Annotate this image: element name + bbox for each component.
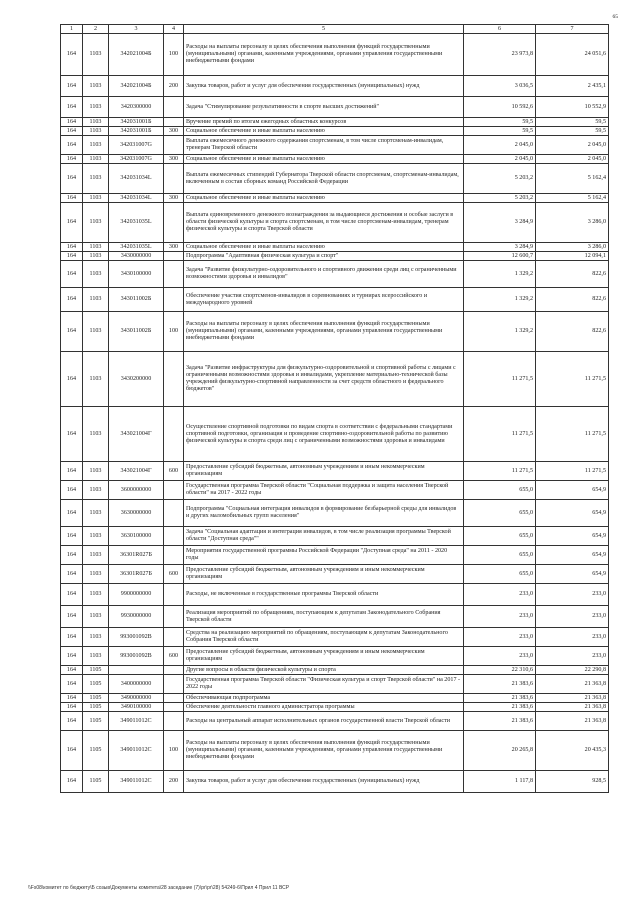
amount-year-2-cell: 5 162,4 bbox=[536, 194, 609, 203]
section-code-cell: 1103 bbox=[83, 118, 109, 127]
table-row bbox=[61, 312, 609, 352]
target-article-code-cell: 342031035L bbox=[109, 243, 164, 252]
ministry-code-cell: 164 bbox=[61, 584, 83, 606]
expense-type-code-cell bbox=[164, 481, 184, 500]
target-article-code-cell: 9900000000 bbox=[109, 584, 164, 606]
expense-type-code-cell: 100 bbox=[164, 731, 184, 771]
item-name-cell: Социальное обеспечение и иные выплаты населению bbox=[184, 155, 464, 164]
amount-year-2-cell: 233,0 bbox=[536, 606, 609, 628]
amount-year-2-cell: 11 271,5 bbox=[536, 407, 609, 462]
amount-year-1-cell: 12 600,7 bbox=[464, 252, 536, 261]
section-code-cell: 1103 bbox=[83, 243, 109, 252]
target-article-code-cell: 993001092В bbox=[109, 628, 164, 647]
target-article-code-cell: 3490100000 bbox=[109, 703, 164, 712]
ministry-code-cell: 164 bbox=[61, 155, 83, 164]
amount-year-2-cell: 822,6 bbox=[536, 312, 609, 352]
amount-year-1-cell: 1 117,8 bbox=[464, 771, 536, 793]
section-code-cell: 1103 bbox=[83, 546, 109, 565]
expense-type-code-cell bbox=[164, 712, 184, 731]
item-name-cell: Задача "Развитие инфраструктуры для физкультурно-оздоровительной и спортивной работы с лицами с ограниченными возможностями здоровья и инвалидами, укрепление материально-технической базы учреждений физкультурно-спортивной направленности за счет средств областного и федерального бюджетов" bbox=[184, 352, 464, 407]
amount-year-2-cell: 59,5 bbox=[536, 127, 609, 136]
table-row bbox=[61, 628, 609, 647]
table-row bbox=[61, 76, 609, 97]
item-name-cell: Задача "Социальная адаптация и интеграция инвалидов, в том числе реализация программы Тверской области "Доступная среда"" bbox=[184, 527, 464, 546]
item-name-cell: Мероприятия государственной программы Российской Федерации "Доступная среда" на 2011 - 2020 годы bbox=[184, 546, 464, 565]
target-article-code-cell: 349011012С bbox=[109, 731, 164, 771]
section-code-cell: 1103 bbox=[83, 352, 109, 407]
section-code-cell: 1105 bbox=[83, 771, 109, 793]
target-article-code-cell: 3600000000 bbox=[109, 481, 164, 500]
section-code-cell: 1103 bbox=[83, 261, 109, 288]
ministry-code-cell: 164 bbox=[61, 118, 83, 127]
column-number-1: 1 bbox=[61, 25, 83, 34]
table-row bbox=[61, 584, 609, 606]
item-name-cell: Подпрограмма "Адаптивная физическая культура и спорт" bbox=[184, 252, 464, 261]
table-row bbox=[61, 407, 609, 462]
ministry-code-cell: 164 bbox=[61, 481, 83, 500]
expense-type-code-cell: 100 bbox=[164, 312, 184, 352]
amount-year-1-cell: 22 310,6 bbox=[464, 666, 536, 675]
ministry-code-cell: 164 bbox=[61, 647, 83, 666]
amount-year-1-cell: 655,0 bbox=[464, 500, 536, 527]
section-code-cell: 1103 bbox=[83, 288, 109, 312]
ministry-code-cell: 164 bbox=[61, 407, 83, 462]
ministry-code-cell: 164 bbox=[61, 288, 83, 312]
table-row bbox=[61, 243, 609, 252]
expense-type-code-cell: 300 bbox=[164, 155, 184, 164]
ministry-code-cell: 164 bbox=[61, 606, 83, 628]
amount-year-2-cell: 24 051,6 bbox=[536, 34, 609, 76]
column-number-2: 2 bbox=[83, 25, 109, 34]
amount-year-1-cell: 1 329,2 bbox=[464, 261, 536, 288]
table-row bbox=[61, 647, 609, 666]
item-name-cell: Расходы на выплаты персоналу в целях обеспечения выполнения функций государственными (муниципальными) органами, казенными учреждениями, органами управления государственными внебюджетными фондами bbox=[184, 312, 464, 352]
amount-year-1-cell: 59,5 bbox=[464, 127, 536, 136]
amount-year-1-cell: 2 045,0 bbox=[464, 136, 536, 155]
amount-year-2-cell: 654,9 bbox=[536, 481, 609, 500]
amount-year-2-cell: 3 286,0 bbox=[536, 243, 609, 252]
target-article-code-cell: 3430100000 bbox=[109, 261, 164, 288]
amount-year-2-cell: 3 286,0 bbox=[536, 203, 609, 243]
ministry-code-cell: 164 bbox=[61, 694, 83, 703]
expense-type-code-cell bbox=[164, 666, 184, 675]
amount-year-2-cell: 22 290,8 bbox=[536, 666, 609, 675]
amount-year-1-cell: 233,0 bbox=[464, 647, 536, 666]
item-name-cell: Другие вопросы в области физической культуры и спорта bbox=[184, 666, 464, 675]
section-code-cell: 1103 bbox=[83, 584, 109, 606]
section-code-cell: 1103 bbox=[83, 481, 109, 500]
section-code-cell: 1103 bbox=[83, 628, 109, 647]
expense-type-code-cell bbox=[164, 628, 184, 647]
amount-year-1-cell: 11 271,5 bbox=[464, 407, 536, 462]
expense-type-code-cell bbox=[164, 694, 184, 703]
amount-year-2-cell: 2 045,0 bbox=[536, 136, 609, 155]
section-code-cell: 1103 bbox=[83, 76, 109, 97]
amount-year-2-cell: 20 435,3 bbox=[536, 731, 609, 771]
target-article-code-cell: 9930000000 bbox=[109, 606, 164, 628]
section-code-cell: 1103 bbox=[83, 312, 109, 352]
amount-year-2-cell: 5 162,4 bbox=[536, 164, 609, 194]
expense-type-code-cell bbox=[164, 97, 184, 118]
target-article-code-cell: 36301R027Б bbox=[109, 546, 164, 565]
table-row bbox=[61, 288, 609, 312]
amount-year-1-cell: 21 383,6 bbox=[464, 712, 536, 731]
target-article-code-cell: 343011002Б bbox=[109, 288, 164, 312]
amount-year-1-cell: 1 329,2 bbox=[464, 288, 536, 312]
item-name-cell: Средства на реализацию мероприятий по обращениям, поступающим к депутатам Законодательного Собрания Тверской области bbox=[184, 628, 464, 647]
ministry-code-cell: 164 bbox=[61, 261, 83, 288]
amount-year-1-cell: 3 284,9 bbox=[464, 243, 536, 252]
expense-type-code-cell: 600 bbox=[164, 565, 184, 584]
table-row bbox=[61, 127, 609, 136]
expense-type-code-cell bbox=[164, 136, 184, 155]
amount-year-1-cell: 2 045,0 bbox=[464, 155, 536, 164]
table-row bbox=[61, 164, 609, 194]
ministry-code-cell: 164 bbox=[61, 565, 83, 584]
item-name-cell: Социальное обеспечение и иные выплаты населению bbox=[184, 127, 464, 136]
amount-year-1-cell: 1 329,2 bbox=[464, 312, 536, 352]
expense-type-code-cell bbox=[164, 164, 184, 194]
amount-year-2-cell: 10 552,9 bbox=[536, 97, 609, 118]
section-code-cell: 1105 bbox=[83, 666, 109, 675]
table-row bbox=[61, 481, 609, 500]
expense-type-code-cell bbox=[164, 527, 184, 546]
expense-type-code-cell bbox=[164, 203, 184, 243]
target-article-code-cell: 342031001Б bbox=[109, 118, 164, 127]
item-name-cell: Предоставление субсидий бюджетным, автономным учреждениям и иным некоммерческим организациям bbox=[184, 565, 464, 584]
amount-year-1-cell: 5 203,2 bbox=[464, 194, 536, 203]
ministry-code-cell: 164 bbox=[61, 76, 83, 97]
amount-year-2-cell: 654,9 bbox=[536, 500, 609, 527]
table-row bbox=[61, 712, 609, 731]
page-number: 65 bbox=[612, 14, 618, 20]
expense-type-code-cell bbox=[164, 606, 184, 628]
amount-year-1-cell: 11 271,5 bbox=[464, 352, 536, 407]
table-row bbox=[61, 136, 609, 155]
ministry-code-cell: 164 bbox=[61, 703, 83, 712]
table-row bbox=[61, 703, 609, 712]
item-name-cell: Предоставление субсидий бюджетным, автономным учреждениям и иным некоммерческим организациям bbox=[184, 462, 464, 481]
target-article-code-cell: 3630100000 bbox=[109, 527, 164, 546]
item-name-cell: Предоставление субсидий бюджетным, автономным учреждениям и иным некоммерческим организациям bbox=[184, 647, 464, 666]
amount-year-1-cell: 233,0 bbox=[464, 606, 536, 628]
amount-year-1-cell: 233,0 bbox=[464, 628, 536, 647]
section-code-cell: 1103 bbox=[83, 127, 109, 136]
expense-type-code-cell: 600 bbox=[164, 462, 184, 481]
section-code-cell: 1103 bbox=[83, 164, 109, 194]
amount-year-1-cell: 655,0 bbox=[464, 546, 536, 565]
table-row bbox=[61, 462, 609, 481]
target-article-code-cell: 3630000000 bbox=[109, 500, 164, 527]
amount-year-2-cell: 654,9 bbox=[536, 565, 609, 584]
ministry-code-cell: 164 bbox=[61, 34, 83, 76]
table-row bbox=[61, 666, 609, 675]
file-path-footer: \\Fs08\комитет по бюджету\Б созыв\Документы комитета\28 заседание (7)\pr\pr\28) 54249-6\Прил 4 Прил 11 ВСР bbox=[28, 885, 290, 891]
section-code-cell: 1103 bbox=[83, 565, 109, 584]
ministry-code-cell: 164 bbox=[61, 97, 83, 118]
amount-year-2-cell: 21 363,8 bbox=[536, 694, 609, 703]
amount-year-1-cell: 21 383,6 bbox=[464, 703, 536, 712]
ministry-code-cell: 164 bbox=[61, 712, 83, 731]
ministry-code-cell: 164 bbox=[61, 312, 83, 352]
expense-type-code-cell bbox=[164, 584, 184, 606]
table-row bbox=[61, 203, 609, 243]
item-name-cell: Расходы, не включенные в государственные программы Тверской области bbox=[184, 584, 464, 606]
amount-year-2-cell: 822,6 bbox=[536, 288, 609, 312]
section-code-cell: 1103 bbox=[83, 34, 109, 76]
target-article-code-cell: 343011002Б bbox=[109, 312, 164, 352]
ministry-code-cell: 164 bbox=[61, 731, 83, 771]
ministry-code-cell: 164 bbox=[61, 203, 83, 243]
ministry-code-cell: 164 bbox=[61, 628, 83, 647]
target-article-code-cell: 349011012С bbox=[109, 712, 164, 731]
target-article-code-cell: 3430000000 bbox=[109, 252, 164, 261]
section-code-cell: 1105 bbox=[83, 703, 109, 712]
amount-year-2-cell: 21 363,8 bbox=[536, 712, 609, 731]
ministry-code-cell: 164 bbox=[61, 243, 83, 252]
ministry-code-cell: 164 bbox=[61, 136, 83, 155]
item-name-cell: Реализация мероприятий по обращениям, поступающим к депутатам Законодательного Собрания Тверской области bbox=[184, 606, 464, 628]
table-row bbox=[61, 731, 609, 771]
ministry-code-cell: 164 bbox=[61, 462, 83, 481]
budget-table bbox=[60, 24, 609, 793]
amount-year-2-cell: 233,0 bbox=[536, 628, 609, 647]
expense-type-code-cell: 300 bbox=[164, 194, 184, 203]
item-name-cell: Обеспечивающая подпрограмма bbox=[184, 694, 464, 703]
section-code-cell: 1103 bbox=[83, 203, 109, 243]
amount-year-1-cell: 233,0 bbox=[464, 584, 536, 606]
table-row bbox=[61, 546, 609, 565]
item-name-cell: Выплата ежемесячного денежного содержания спортсменам, в том числе спортсменам-инвалидам, тренерам Тверской области bbox=[184, 136, 464, 155]
amount-year-1-cell: 655,0 bbox=[464, 481, 536, 500]
target-article-code-cell: 3400000000 bbox=[109, 675, 164, 694]
expense-type-code-cell bbox=[164, 118, 184, 127]
ministry-code-cell: 164 bbox=[61, 164, 83, 194]
item-name-cell: Задача "Развитие физкультурно-оздоровительного и спортивного движения среди лиц с ограниченными возможностями здоровья и инвалидов" bbox=[184, 261, 464, 288]
target-article-code-cell: 342021004Б bbox=[109, 34, 164, 76]
target-article-code-cell: 349011012С bbox=[109, 771, 164, 793]
table-row bbox=[61, 97, 609, 118]
item-name-cell: Расходы на выплаты персоналу в целях обеспечения выполнения функций государственными (муниципальными) органами, казенными учреждениями, органами управления государственными внебюджетными фондами bbox=[184, 34, 464, 76]
expense-type-code-cell bbox=[164, 252, 184, 261]
target-article-code-cell: 342031007G bbox=[109, 155, 164, 164]
section-code-cell: 1105 bbox=[83, 675, 109, 694]
table-row bbox=[61, 500, 609, 527]
item-name-cell: Обеспечение участия спортсменов-инвалидов в соревнованиях и турнирах всероссийского и международного уровней bbox=[184, 288, 464, 312]
ministry-code-cell: 164 bbox=[61, 500, 83, 527]
item-name-cell: Государственная программа Тверской области "Физическая культура и спорт Тверской области" на 2017 - 2022 годы bbox=[184, 675, 464, 694]
amount-year-1-cell: 5 203,2 bbox=[464, 164, 536, 194]
target-article-code-cell bbox=[109, 666, 164, 675]
amount-year-1-cell: 3 284,9 bbox=[464, 203, 536, 243]
amount-year-1-cell: 3 036,5 bbox=[464, 76, 536, 97]
ministry-code-cell: 164 bbox=[61, 527, 83, 546]
section-code-cell: 1103 bbox=[83, 647, 109, 666]
ministry-code-cell: 164 bbox=[61, 675, 83, 694]
expense-type-code-cell: 600 bbox=[164, 647, 184, 666]
amount-year-2-cell: 12 094,1 bbox=[536, 252, 609, 261]
ministry-code-cell: 164 bbox=[61, 771, 83, 793]
item-name-cell: Расходы на выплаты персоналу в целях обеспечения выполнения функций государственными (муниципальными) органами, казенными учреждениями, органами управления государственными внебюджетными фондами bbox=[184, 731, 464, 771]
amount-year-2-cell: 2 045,0 bbox=[536, 155, 609, 164]
target-article-code-cell: 993001092В bbox=[109, 647, 164, 666]
amount-year-2-cell: 21 363,8 bbox=[536, 675, 609, 694]
item-name-cell: Государственная программа Тверской области "Социальная поддержка и защита населения Тверской области" на 2017 - 2022 годы bbox=[184, 481, 464, 500]
item-name-cell: Обеспечение деятельности главного администратора программы bbox=[184, 703, 464, 712]
amount-year-2-cell: 11 271,5 bbox=[536, 352, 609, 407]
section-code-cell: 1103 bbox=[83, 136, 109, 155]
target-article-code-cell: 342031001Б bbox=[109, 127, 164, 136]
table-row bbox=[61, 194, 609, 203]
table-row bbox=[61, 352, 609, 407]
section-code-cell: 1103 bbox=[83, 500, 109, 527]
section-code-cell: 1103 bbox=[83, 97, 109, 118]
table-row bbox=[61, 527, 609, 546]
target-article-code-cell: 36301R027Б bbox=[109, 565, 164, 584]
item-name-cell: Закупка товаров, работ и услуг для обеспечения государственных (муниципальных) нужд bbox=[184, 771, 464, 793]
item-name-cell: Подпрограмма "Социальная интеграция инвалидов в формирование безбарьерной среды для инвалидов и других маломобильных групп населения" bbox=[184, 500, 464, 527]
table-row bbox=[61, 261, 609, 288]
ministry-code-cell: 164 bbox=[61, 546, 83, 565]
amount-year-1-cell: 23 973,8 bbox=[464, 34, 536, 76]
amount-year-2-cell: 233,0 bbox=[536, 647, 609, 666]
expense-type-code-cell bbox=[164, 352, 184, 407]
item-name-cell: Расходы на центральный аппарат исполнительных органов государственной власти Тверской области bbox=[184, 712, 464, 731]
amount-year-1-cell: 655,0 bbox=[464, 527, 536, 546]
amount-year-2-cell: 2 435,1 bbox=[536, 76, 609, 97]
item-name-cell: Осуществление спортивной подготовки по видам спорта в соответствии с федеральными стандартами спортивной подготовки, организация и проведение спортивно-оздоровительной работы по развитию физической культуры и спорта среди лиц с ограниченными возможностями здоровья и инвалидами bbox=[184, 407, 464, 462]
section-code-cell: 1105 bbox=[83, 731, 109, 771]
expense-type-code-cell: 200 bbox=[164, 76, 184, 97]
ministry-code-cell: 164 bbox=[61, 194, 83, 203]
item-name-cell: Выплата единовременного денежного вознаграждения за выдающиеся достижения и особые заслуги в области физической культуры и спорта спортсменам, в том числе спортсменам-инвалидам, тренерам физической культуры и спорта Тверской области bbox=[184, 203, 464, 243]
amount-year-1-cell: 21 383,6 bbox=[464, 694, 536, 703]
column-number-3: 3 bbox=[109, 25, 164, 34]
target-article-code-cell: 3430200000 bbox=[109, 352, 164, 407]
amount-year-2-cell: 654,9 bbox=[536, 527, 609, 546]
amount-year-1-cell: 20 265,8 bbox=[464, 731, 536, 771]
ministry-code-cell: 164 bbox=[61, 352, 83, 407]
expense-type-code-cell bbox=[164, 500, 184, 527]
target-article-code-cell: 343021004Г bbox=[109, 462, 164, 481]
target-article-code-cell: 3420300000 bbox=[109, 97, 164, 118]
amount-year-2-cell: 654,9 bbox=[536, 546, 609, 565]
expense-type-code-cell: 100 bbox=[164, 34, 184, 76]
section-code-cell: 1103 bbox=[83, 407, 109, 462]
section-code-cell: 1105 bbox=[83, 712, 109, 731]
expense-type-code-cell bbox=[164, 407, 184, 462]
expense-type-code-cell bbox=[164, 288, 184, 312]
expense-type-code-cell: 200 bbox=[164, 771, 184, 793]
table-row bbox=[61, 252, 609, 261]
item-name-cell: Закупка товаров, работ и услуг для обеспечения государственных (муниципальных) нужд bbox=[184, 76, 464, 97]
amount-year-2-cell: 11 271,5 bbox=[536, 462, 609, 481]
expense-type-code-cell: 300 bbox=[164, 127, 184, 136]
amount-year-2-cell: 928,5 bbox=[536, 771, 609, 793]
item-name-cell: Социальное обеспечение и иные выплаты населению bbox=[184, 243, 464, 252]
amount-year-2-cell: 822,6 bbox=[536, 261, 609, 288]
column-number-6: 6 bbox=[464, 25, 536, 34]
target-article-code-cell: 342031035L bbox=[109, 203, 164, 243]
expense-type-code-cell bbox=[164, 703, 184, 712]
table-row bbox=[61, 34, 609, 76]
section-code-cell: 1103 bbox=[83, 155, 109, 164]
target-article-code-cell: 342021004Б bbox=[109, 76, 164, 97]
section-code-cell: 1103 bbox=[83, 606, 109, 628]
section-code-cell: 1103 bbox=[83, 252, 109, 261]
amount-year-2-cell: 233,0 bbox=[536, 584, 609, 606]
section-code-cell: 1103 bbox=[83, 527, 109, 546]
ministry-code-cell: 164 bbox=[61, 252, 83, 261]
column-number-7: 7 bbox=[536, 25, 609, 34]
target-article-code-cell: 342031007G bbox=[109, 136, 164, 155]
item-name-cell: Социальное обеспечение и иные выплаты населению bbox=[184, 194, 464, 203]
expense-type-code-cell bbox=[164, 675, 184, 694]
section-code-cell: 1103 bbox=[83, 194, 109, 203]
column-number-4: 4 bbox=[164, 25, 184, 34]
amount-year-1-cell: 655,0 bbox=[464, 565, 536, 584]
table-row bbox=[61, 675, 609, 694]
amount-year-2-cell: 59,5 bbox=[536, 118, 609, 127]
section-code-cell: 1103 bbox=[83, 462, 109, 481]
table-row bbox=[61, 771, 609, 793]
expense-type-code-cell bbox=[164, 546, 184, 565]
amount-year-1-cell: 11 271,5 bbox=[464, 462, 536, 481]
target-article-code-cell: 342031034L bbox=[109, 194, 164, 203]
table-header-row bbox=[61, 25, 609, 34]
column-number-5: 5 bbox=[184, 25, 464, 34]
amount-year-2-cell: 21 363,8 bbox=[536, 703, 609, 712]
expense-type-code-cell bbox=[164, 261, 184, 288]
target-article-code-cell: 342031034L bbox=[109, 164, 164, 194]
target-article-code-cell: 3490000000 bbox=[109, 694, 164, 703]
amount-year-1-cell: 59,5 bbox=[464, 118, 536, 127]
table-row bbox=[61, 694, 609, 703]
item-name-cell: Выплата ежемесячных стипендий Губернатора Тверской области спортсменам, спортсменам-инвалидам, включенным в состав сборных команд Российской Федерации bbox=[184, 164, 464, 194]
amount-year-1-cell: 21 383,6 bbox=[464, 675, 536, 694]
table-row bbox=[61, 565, 609, 584]
amount-year-1-cell: 10 592,6 bbox=[464, 97, 536, 118]
table-row bbox=[61, 155, 609, 164]
section-code-cell: 1105 bbox=[83, 694, 109, 703]
target-article-code-cell: 343021004Г bbox=[109, 407, 164, 462]
ministry-code-cell: 164 bbox=[61, 666, 83, 675]
table-row bbox=[61, 118, 609, 127]
table-row bbox=[61, 606, 609, 628]
ministry-code-cell: 164 bbox=[61, 127, 83, 136]
item-name-cell: Задача "Стимулирование результативности в спорте высших достижений" bbox=[184, 97, 464, 118]
expense-type-code-cell: 300 bbox=[164, 243, 184, 252]
item-name-cell: Вручение премий по итогам ежегодных областных конкурсов bbox=[184, 118, 464, 127]
